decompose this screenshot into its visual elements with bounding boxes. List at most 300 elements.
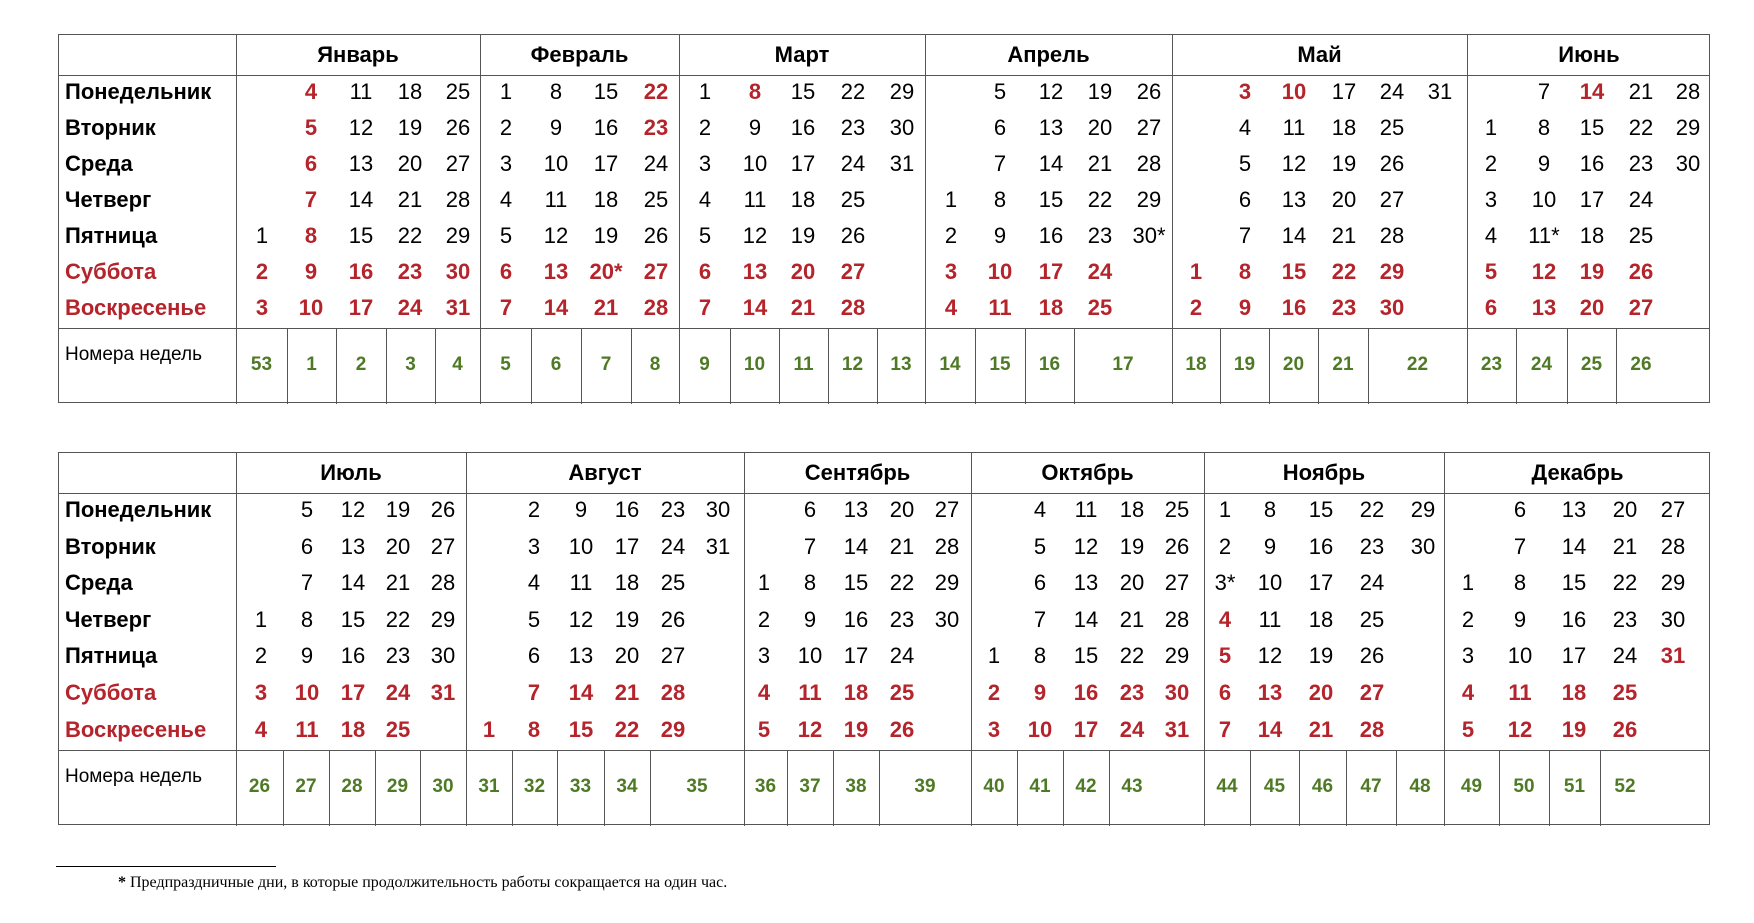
calendar-day: 30 [1164, 680, 1190, 705]
calendar-day: 10 [742, 151, 768, 176]
calendar-day: 6 [1033, 570, 1047, 596]
calendar-day: 15 [1308, 497, 1334, 522]
calendar-day: 3 [1238, 79, 1252, 104]
calendar-day: 7 [304, 187, 318, 212]
week-number: 30 [432, 776, 454, 797]
calendar-day: 4 [1218, 606, 1232, 632]
calendar-day: 17 [614, 533, 640, 559]
calendar-day: 31 [1660, 643, 1686, 669]
calendar-day: 3 [1484, 187, 1498, 212]
calendar-day: 29 [430, 606, 456, 632]
calendar-day: 1 [944, 187, 958, 212]
calendar-day: 6 [304, 151, 318, 176]
calendar-day: 25 [889, 680, 915, 705]
calendar-day: 26 [1379, 151, 1405, 176]
calendar-day: 19 [614, 606, 640, 632]
month-divider [1172, 35, 1173, 404]
calendar-day: 11 [349, 79, 373, 104]
calendar-day: 2 [1461, 606, 1475, 632]
footnote-divider [56, 866, 276, 867]
calendar-day: 19 [1087, 79, 1113, 104]
calendar-day: 21 [397, 187, 423, 212]
footnote-text: Предпраздничные дни, в которые продолжительность работы сокращается на один час. [130, 874, 728, 891]
weekday-label: Понедельник [65, 497, 212, 522]
calendar-day: 8 [549, 79, 563, 104]
month-divider [1467, 35, 1468, 404]
calendar-day: 25 [1612, 680, 1638, 705]
calendar-day: 5 [993, 79, 1007, 104]
week-number: 5 [500, 354, 511, 375]
calendar-day: 17 [348, 295, 374, 320]
month-divider [480, 35, 481, 404]
month-divider [679, 35, 680, 404]
calendar-day: 16 [593, 115, 619, 140]
weekday-label: Вторник [65, 533, 156, 559]
week-number: 12 [841, 354, 864, 375]
calendar-day: 30 [889, 115, 915, 140]
calendar-day: 7 [698, 295, 712, 320]
week-number: 22 [1406, 354, 1429, 375]
calendar-day: 12 [340, 497, 366, 522]
month-name: Март [774, 42, 830, 67]
calendar-day: 22 [385, 606, 411, 632]
calendar-day: 17 [1561, 643, 1587, 669]
week-number: 45 [1263, 776, 1286, 797]
calendar-day: 19 [593, 223, 619, 248]
calendar-day: 19 [385, 497, 411, 522]
calendar-day: 23 [1359, 533, 1385, 559]
calendar-day: 20 [1308, 680, 1334, 705]
calendar-day: 14 [543, 295, 569, 320]
calendar-day: 15 [340, 606, 366, 632]
calendar-day: 31 [1427, 79, 1453, 104]
week-number: 33 [569, 776, 592, 797]
calendar-day: 8 [993, 187, 1007, 212]
calendar-day: 23 [840, 115, 866, 140]
calendar-day: 7 [1033, 606, 1047, 632]
calendar-day: 7 [527, 680, 541, 705]
calendar-day: 12 [568, 606, 594, 632]
calendar-day: 10 [568, 533, 594, 559]
weeks-label: Номера недель [65, 344, 202, 365]
calendar-day: 2 [499, 115, 513, 140]
month-divider [236, 35, 237, 404]
week-number: 16 [1038, 354, 1061, 375]
calendar-day: 4 [1238, 115, 1252, 140]
calendar-day: 28 [643, 295, 669, 320]
calendar-day: 22 [614, 716, 640, 742]
week-number: 52 [1614, 776, 1636, 797]
calendar-day: 24 [1087, 259, 1113, 284]
calendar-day: 9 [748, 115, 762, 140]
calendar-day: 19 [1119, 533, 1145, 559]
calendar-day: 29 [1164, 643, 1190, 669]
calendar-day: 4 [499, 187, 513, 212]
calendar-day: 13 [340, 533, 366, 559]
week-number: 26 [248, 776, 271, 797]
week-number: 51 [1563, 776, 1586, 797]
week-number: 27 [295, 776, 317, 797]
calendar-day: 4 [1461, 680, 1475, 705]
calendar-day: 3 [527, 533, 541, 559]
calendar-day: 17 [1038, 259, 1064, 284]
calendar-day: 18 [1561, 680, 1587, 705]
month-name: Февраль [530, 42, 629, 67]
calendar-day: 13 [568, 643, 594, 669]
calendar-day: 21 [790, 295, 816, 320]
calendar-day: 17 [1308, 570, 1334, 596]
weekday-label: Вторник [65, 115, 156, 140]
week-number: 4 [452, 354, 463, 375]
calendar-day: 23 [1119, 680, 1145, 705]
calendar-day: 23 [889, 606, 915, 632]
calendar-day: 22 [889, 570, 915, 596]
calendar-day: 8 [803, 570, 817, 596]
week-number: 28 [341, 776, 363, 797]
calendar-day: 24 [1359, 570, 1385, 596]
calendar-day: 4 [944, 295, 958, 320]
footnote [118, 874, 727, 892]
week-number: 35 [686, 776, 708, 797]
calendar-day: 31 [1164, 716, 1190, 742]
weeks-divider [59, 328, 1709, 329]
month-divider [236, 453, 237, 826]
calendar-day: 29 [660, 716, 686, 742]
calendar-day: 1 [1484, 115, 1498, 140]
calendar-day: 4 [757, 680, 771, 705]
calendar-day: 9 [574, 497, 588, 522]
calendar-day: 6 [803, 497, 817, 522]
calendar-day: 23 [1612, 606, 1638, 632]
calendar-day: 1 [757, 570, 771, 596]
calendar-day: 8 [1238, 259, 1252, 284]
calendar-day: 28 [1164, 606, 1190, 632]
weekday-label: Четверг [65, 187, 152, 212]
calendar-day: 11 [295, 716, 319, 742]
calendar-day: 22 [1628, 115, 1654, 140]
week-number: 29 [386, 776, 409, 797]
calendar-day: 9 [993, 223, 1007, 248]
calendar-day: 9 [1238, 295, 1252, 320]
calendar-day: 7 [1513, 533, 1527, 559]
week-number: 38 [845, 776, 867, 797]
calendar-day: 29 [889, 79, 915, 104]
calendar-day: 28 [934, 533, 960, 559]
calendar-day: 14 [1281, 223, 1307, 248]
calendar-day: 16 [1281, 295, 1307, 320]
calendar-day: 16 [340, 643, 366, 669]
calendar-day: 1 [1189, 259, 1203, 284]
calendar-day: 29 [1660, 570, 1686, 596]
calendar-day: 29 [445, 223, 471, 248]
calendar-day: 10 [1027, 716, 1053, 742]
calendar-day: 16 [1038, 223, 1064, 248]
calendar-day: 9 [1033, 680, 1047, 705]
calendar-day: 5 [300, 497, 314, 522]
calendar-day: 30 [1410, 533, 1436, 559]
calendar-day: 3 [987, 716, 1001, 742]
week-number: 2 [355, 354, 367, 375]
calendar-day: 17 [1331, 79, 1357, 104]
calendar-day: 8 [1033, 643, 1047, 669]
month-divider [971, 453, 972, 826]
calendar-day: 2 [757, 606, 771, 632]
calendar-day: 27 [1359, 680, 1385, 705]
calendar-day: 12 [742, 223, 768, 248]
month-name: Сентябрь [804, 460, 911, 485]
calendar-day: 6 [1513, 497, 1527, 522]
calendar-day: 18 [614, 570, 640, 596]
calendar-day: 17 [790, 151, 816, 176]
calendar-day: 8 [1263, 497, 1277, 522]
calendar-day: 6 [1218, 680, 1232, 705]
calendar-day: 21 [593, 295, 619, 320]
calendar-day: 1 [499, 79, 513, 104]
calendar-day: 15 [1579, 115, 1605, 140]
month-name: Октябрь [1041, 460, 1134, 485]
calendar-day: 18 [1119, 497, 1145, 522]
month-divider [744, 453, 745, 826]
calendar-day: 24 [1628, 187, 1654, 212]
calendar-day: 30 [705, 497, 731, 522]
calendar-day: 18 [1038, 295, 1064, 320]
calendar-day: 21 [614, 680, 640, 705]
calendar-day: 20* [589, 259, 623, 284]
calendar-day: 2 [254, 643, 268, 669]
calendar-day: 11 [1258, 606, 1282, 632]
calendar-day: 10 [987, 259, 1013, 284]
calendar-day: 2 [255, 259, 269, 284]
week-number: 14 [939, 354, 961, 375]
calendar-day: 15 [1281, 259, 1307, 284]
calendar-day: 19 [1331, 151, 1357, 176]
calendar-day: 12 [1531, 259, 1557, 284]
calendar-day: 14 [742, 295, 768, 320]
calendar-day: 1 [255, 223, 269, 248]
calendar-day: 2 [944, 223, 958, 248]
calendar-day: 26 [1136, 79, 1162, 104]
calendar-day: 16 [1073, 680, 1099, 705]
week-number: 20 [1282, 354, 1305, 375]
calendar-day: 20 [1331, 187, 1357, 212]
calendar-day: 11 [544, 187, 568, 212]
calendar-day: 10 [1257, 570, 1283, 596]
calendar-day: 8 [527, 716, 541, 742]
calendar-day: 19 [1308, 643, 1334, 669]
weekday-label: Пятница [65, 223, 158, 248]
calendar-day: 13 [1073, 570, 1099, 596]
calendar-day: 4 [527, 570, 541, 596]
month-name: Май [1297, 42, 1342, 67]
calendar-day: 25 [385, 716, 411, 742]
week-number: 18 [1185, 354, 1207, 375]
calendar-day: 26 [840, 223, 866, 248]
calendar-day: 12 [1073, 533, 1099, 559]
calendar-day: 12 [1257, 643, 1283, 669]
calendar-day: 25 [1087, 295, 1113, 320]
calendar-day: 11 [798, 680, 822, 705]
calendar-day: 13 [348, 151, 374, 176]
calendar-day: 26 [1164, 533, 1190, 559]
calendar-day: 24 [397, 295, 423, 320]
calendar-day: 14 [568, 680, 594, 705]
calendar-day: 28 [660, 680, 686, 705]
calendar-day: 13 [1257, 680, 1283, 705]
calendar-day: 29 [1379, 259, 1405, 284]
calendar-day: 25 [643, 187, 669, 212]
calendar-day: 2 [1484, 151, 1498, 176]
week-number: 50 [1513, 776, 1535, 797]
calendar-day: 9 [300, 643, 314, 669]
calendar-day: 25 [1359, 606, 1385, 632]
week-number: 11 [793, 354, 814, 375]
calendar-day: 28 [430, 570, 456, 596]
calendar-day: 10 [1281, 79, 1307, 104]
calendar-day: 22 [1612, 570, 1638, 596]
weekday-label: Суббота [65, 259, 157, 284]
week-number: 25 [1580, 354, 1603, 375]
week-number: 19 [1233, 354, 1256, 375]
calendar-day: 19 [790, 223, 816, 248]
weeks-label: Номера недель [65, 766, 202, 787]
calendar-day: 28 [1359, 716, 1385, 742]
calendar-day: 17 [1579, 187, 1605, 212]
calendar-day: 15 [568, 716, 594, 742]
calendar-day: 3 [698, 151, 712, 176]
calendar-day: 12 [1281, 151, 1307, 176]
calendar-day: 30 [1660, 606, 1686, 632]
calendar-day: 24 [889, 643, 915, 669]
calendar-day: 23 [643, 115, 669, 140]
calendar-day: 14 [1257, 716, 1283, 742]
calendar-day: 27 [1136, 115, 1162, 140]
calendar-day: 22 [1119, 643, 1145, 669]
month-name: Декабрь [1531, 460, 1624, 485]
calendar-day: 8 [1537, 115, 1551, 140]
calendar-day: 12 [348, 115, 374, 140]
calendar-day: 1 [987, 643, 1001, 669]
calendar-day: 24 [840, 151, 866, 176]
calendar-day: 18 [340, 716, 366, 742]
calendar-day: 18 [790, 187, 816, 212]
calendar-day: 24 [660, 533, 686, 559]
calendar-day: 27 [643, 259, 669, 284]
week-number: 31 [478, 776, 500, 797]
calendar-day: 6 [993, 115, 1007, 140]
calendar-day: 3 [255, 295, 269, 320]
week-number: 37 [799, 776, 821, 797]
month-divider [466, 453, 467, 826]
calendar-day: 5 [1484, 259, 1498, 284]
calendar-day: 21 [1119, 606, 1145, 632]
calendar-day: 9 [1513, 606, 1527, 632]
calendar-day: 28 [1136, 151, 1162, 176]
calendar-day: 26 [445, 115, 471, 140]
calendar-day: 22 [1087, 187, 1113, 212]
calendar-day: 25 [840, 187, 866, 212]
calendar-day: 11 [1282, 115, 1306, 140]
calendar-day: 25 [660, 570, 686, 596]
calendar-day: 23 [1331, 295, 1357, 320]
calendar-day: 2 [527, 497, 541, 522]
calendar-day: 31 [445, 295, 471, 320]
calendar-day: 4 [254, 716, 268, 742]
calendar-day: 5 [1033, 533, 1047, 559]
calendar-day: 28 [1675, 79, 1701, 104]
calendar-day: 11 [988, 295, 1012, 320]
calendar-day: 21 [1612, 533, 1638, 559]
calendar-day: 13 [742, 259, 768, 284]
calendar-day: 6 [499, 259, 513, 284]
week-number: 32 [523, 776, 546, 797]
calendar-day: 27 [1164, 570, 1190, 596]
calendar-day: 26 [889, 716, 915, 742]
calendar-day: 23 [1087, 223, 1113, 248]
calendar-day: 13 [1038, 115, 1064, 140]
week-number: 44 [1216, 776, 1238, 797]
calendar-day: 16 [790, 115, 816, 140]
calendar-day: 4 [1033, 497, 1047, 522]
calendar-day: 21 [1308, 716, 1334, 742]
calendar-day: 19 [397, 115, 423, 140]
calendar-day: 13 [1531, 295, 1557, 320]
calendar-day: 11 [1074, 497, 1098, 522]
calendar-day: 5 [304, 115, 318, 140]
calendar-day: 25 [1628, 223, 1654, 248]
week-number: 53 [250, 354, 273, 375]
calendar-day: 28 [840, 295, 866, 320]
calendar-day: 30 [1675, 151, 1701, 176]
week-number: 39 [914, 776, 936, 797]
calendar-day: 17 [1073, 716, 1099, 742]
calendar-day: 18 [1331, 115, 1357, 140]
calendar-day: 27 [660, 643, 686, 669]
calendar-day: 7 [300, 570, 314, 596]
calendar-day: 9 [1263, 533, 1277, 559]
week-number: 7 [600, 354, 612, 375]
calendar-day: 1 [698, 79, 712, 104]
calendar-day: 17 [593, 151, 619, 176]
calendar-day: 19 [1579, 259, 1605, 284]
calendar-day: 26 [1628, 259, 1654, 284]
calendar-day: 8 [304, 223, 318, 248]
calendar-day: 18 [1579, 223, 1605, 248]
calendar-day: 10 [298, 295, 324, 320]
calendar-day: 27 [445, 151, 471, 176]
weekday-label: Четверг [65, 606, 152, 632]
calendar-day: 20 [790, 259, 816, 284]
calendar-day: 3* [1214, 570, 1236, 596]
calendar-day: 25 [445, 79, 471, 104]
week-number: 40 [983, 776, 1005, 797]
week-number: 26 [1630, 354, 1652, 375]
calendar-day: 7 [1218, 716, 1232, 742]
month-divider [1444, 453, 1445, 826]
calendar-day: 21 [889, 533, 915, 559]
calendar-day: 20 [385, 533, 411, 559]
week-number: 49 [1460, 776, 1483, 797]
calendar-first-half [58, 34, 1710, 403]
calendar-day: 18 [1308, 606, 1334, 632]
calendar-day: 20 [614, 643, 640, 669]
calendar-day: 5 [1218, 643, 1232, 669]
week-number: 24 [1530, 354, 1553, 375]
calendar-day: 27 [1660, 497, 1686, 522]
calendar-day: 27 [1628, 295, 1654, 320]
calendar-day: 24 [643, 151, 669, 176]
calendar-day: 14 [1579, 79, 1605, 104]
calendar-day: 30 [430, 643, 456, 669]
